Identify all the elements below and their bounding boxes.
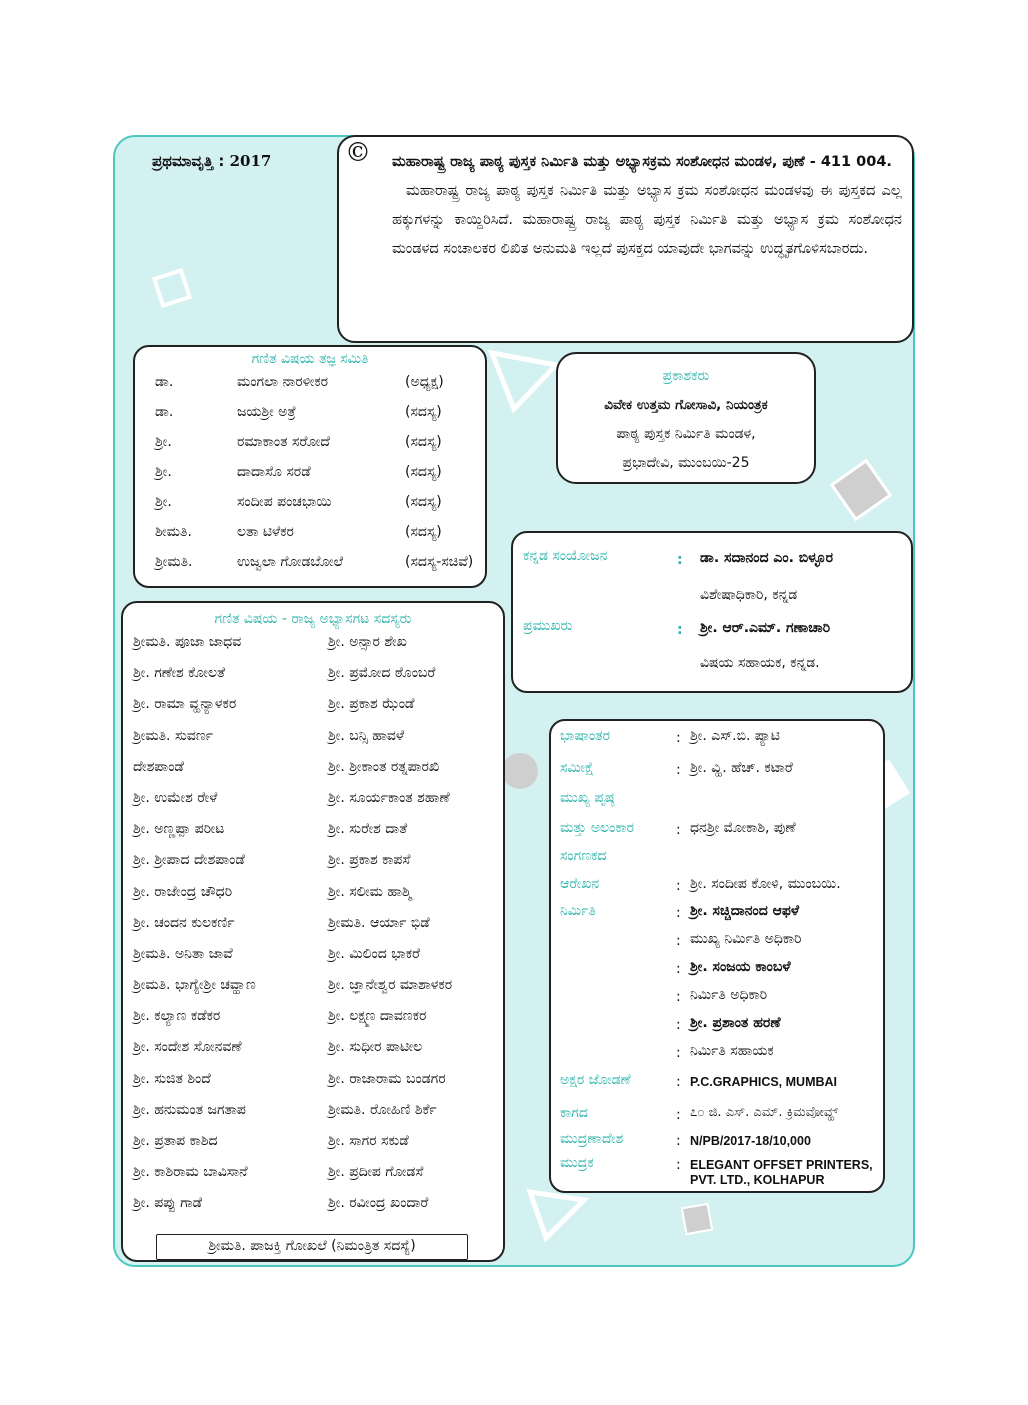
print-order-label: ಮುದ್ರಣಾದೇಶ <box>560 1131 624 1147</box>
kannada-coord-label: ಕನ್ನಡ ಸಂಯೋಜನ <box>523 548 608 564</box>
study-group-member: ಶ್ರೀಮತಿ. ಭಾಗ್ಯೇಶ್ರೀ ಚವ್ಹಾಣ <box>133 977 256 994</box>
production-3-name: ಶ್ರೀ. ಪ್ರಶಾಂತ ಹರಣೆ <box>690 1015 781 1031</box>
edition-sep: : <box>218 152 225 170</box>
study-group-member: ಶ್ರೀ. ಪ್ರಮೋದ ಠೊಂಬರೆ <box>328 665 436 682</box>
cover-design-value: ಧನಶ್ರೀ ಮೋಕಾಶಿ, ಪುಣೆ <box>690 820 796 836</box>
study-group-title: ಗಣಿತ ವಿಷಯ - ರಾಜ್ಯ ಅಭ್ಯಾಸಗಟ ಸದಸ್ಯರು <box>214 611 412 627</box>
production-2-name: ಶ್ರೀ. ಸಂಜಯ ಕಾಂಬಳೆ <box>690 959 791 975</box>
study-group-member: ಶ್ರೀಮತಿ. ಸುವರ್ಣ <box>133 727 214 744</box>
review-value: ಶ್ರೀ. ವ್ಹಿ. ಹೆಚ್. ಕಟಾರೆ <box>690 760 793 776</box>
translation-label: ಭಾಷಾಂತರ <box>560 728 610 744</box>
typeset-sep: : <box>676 1074 681 1090</box>
study-group-member: ಶ್ರೀ. ಶ್ರೀಪಾದ ದೇಶಪಾಂಡೆ <box>133 852 245 869</box>
study-group-member: ದೇಶಪಾಂಡೆ <box>133 758 184 775</box>
cover-desig: ವಿಷಯ ಸಹಾಯಕ, ಕನ್ನಡ. <box>700 655 820 671</box>
study-group-member: ಶ್ರೀ. ಪ್ರತಾಪ ಕಾಶಿದ <box>133 1133 218 1149</box>
study-group-member: ಶ್ರೀ. ಹನುಮಂತ ಜಗತಾಪ <box>133 1101 246 1118</box>
study-group-member: ಶ್ರೀ. ಸುರೇಶ ದಾತೆ <box>328 821 408 838</box>
study-group-member: ಶ್ರೀ. ಶ್ರೀಕಾಂತ ರತ್ನಪಾರಖಿ <box>328 758 440 775</box>
study-group-member: ಶ್ರೀ. ಗಣೇಶ ಕೋಲತೆ <box>133 665 226 682</box>
committee-name: ಮಂಗಲಾ ನಾರಳೀಕರ <box>237 374 329 390</box>
invited-member-box <box>156 1234 468 1260</box>
study-group-member: ಶ್ರೀ. ಪ್ರದೀಪ ಗೋಡಸೆ <box>328 1164 424 1181</box>
copyright-icon: © <box>345 138 371 168</box>
committee-prefix: ಶ್ರೀ. <box>155 434 172 450</box>
study-group-member: ಶ್ರೀಮತಿ. ಅನಿತಾ ಜಾವೆ <box>133 945 233 962</box>
review-sep: : <box>676 762 681 778</box>
committee-row <box>155 547 485 577</box>
committee-prefix: ಶ್ರೀ. <box>155 464 172 480</box>
expert-committee-title: ಗಣಿತ ವಿಷಯ ತಜ್ಞ ಸಮಿತಿ <box>251 351 369 367</box>
production-sep-4: : <box>676 989 681 1005</box>
committee-role: (ಸದಸ್ಯ) <box>405 524 442 540</box>
committee-prefix: ಶ್ರೀ. <box>155 494 172 510</box>
kannada-coord-name: ಡಾ. ಸದಾನಂದ ಎಂ. ಬಿಳ್ಳೂರ <box>700 550 833 566</box>
committee-role: (ಸದಸ್ಯ) <box>405 434 442 450</box>
print-order-sep: : <box>676 1133 681 1149</box>
edition-label: ಪ್ರಥಮಾವೃತ್ತಿ <box>152 152 214 170</box>
committee-role: (ಸದಸ್ಯ) <box>405 464 442 480</box>
edition-line <box>152 152 271 170</box>
committee-row <box>155 487 485 517</box>
study-group-member: ಶ್ರೀ. ಪಪ್ಪು ಗಾಡೆ <box>133 1195 203 1212</box>
study-group-member: ಶ್ರೀಮತಿ. ಪೂಜಾ ಜಾಧವ <box>133 634 242 650</box>
translation-value: ಶ್ರೀ. ಎಸ್.ಬಿ. ಪ್ಯಾಟಿ <box>690 728 780 744</box>
study-group-member: ಶ್ರೀ. ಸೂರ್ಯಕಾಂತ ಶಹಾಣೆ <box>328 789 450 806</box>
printer-value-1: ELEGANT OFFSET PRINTERS, <box>690 1158 873 1172</box>
cover-name: ಶ್ರೀ. ಆರ್.ಎಮ್. ಗಣಾಚಾರಿ <box>700 620 831 636</box>
study-group-member: ಶ್ರೀ. ಸಲೀಮ ಹಾಶ್ಮಿ <box>328 883 412 900</box>
study-group-member: ಶ್ರೀಮತಿ. ಆರ್ಯಾ ಭಿಡೆ <box>328 914 430 931</box>
committee-role: (ಸದಸ್ಯ) <box>405 404 442 420</box>
cover-sep: : <box>677 622 683 638</box>
review-label: ಸಮೀಕ್ಷೆ <box>560 760 594 776</box>
cover-design-label-2: ಮತ್ತು ಅಲಂಕಾರ <box>560 820 634 836</box>
study-group-right-column <box>328 627 452 1220</box>
committee-role: (ಅಧ್ಯಕ್ಷ) <box>405 374 444 390</box>
translation-sep: : <box>676 730 681 746</box>
study-group-member: ಶ್ರೀ. ರಾಜೇಂದ್ರ ಚೌಧರಿ <box>133 883 233 900</box>
printer-sep: : <box>676 1157 681 1173</box>
committee-row <box>155 367 485 397</box>
triangle-outline-decoration-2 <box>522 1184 592 1246</box>
production-1-name: ಶ್ರೀ. ಸಚ್ಚಿದಾನಂದ ಆಫಳೆ <box>690 903 800 919</box>
production-sep-6: : <box>676 1045 681 1061</box>
square-outline-decoration <box>148 264 196 312</box>
paper-value: ೭೦ ಜಿ. ಎಸ್. ಎಮ್. ಕ್ರಿಮವೋವ್ಹ್ <box>690 1105 839 1120</box>
study-group-member: ಶ್ರೀ. ರವೀಂದ್ರ ಖಂದಾರೆ <box>328 1195 429 1212</box>
edition-year: 2017 <box>229 152 272 170</box>
production-label: ನಿರ್ಮಿತಿ <box>560 903 596 919</box>
printer-value-2: PVT. LTD., KOLHAPUR <box>690 1173 825 1187</box>
typeset-value: P.C.GRAPHICS, MUMBAI <box>690 1075 838 1089</box>
study-group-member: ಶ್ರೀ. ಪ್ರಕಾಶ ಕಾಪಸೆ <box>328 852 411 869</box>
study-group-member: ಶ್ರೀ. ಸುಜಿತ ಶಿಂದೆ <box>133 1070 211 1087</box>
expert-committee-table <box>155 367 485 577</box>
study-group-member: ಶ್ರೀ. ಮಿಲಿಂದ ಭಾಕರೆ <box>328 945 420 962</box>
committee-role: (ಸದಸ್ಯ) <box>405 494 442 510</box>
drawing-label: ಆರೇಖನ <box>560 876 600 892</box>
typeset-label: ಅಕ್ಷರ ಜೋಡಣೆ <box>560 1072 631 1088</box>
committee-row <box>155 517 485 547</box>
committee-prefix: ಶ್ರೀಮತಿ. <box>155 554 193 570</box>
square-gray-decoration <box>826 455 896 525</box>
study-group-member: ಶ್ರೀ. ಬನ್ಸಿ ಹಾವಳೆ <box>328 727 405 744</box>
study-group-member: ಶ್ರೀ. ಜ್ಞಾನೇಶ್ವರ ಮಾಶಾಳಕರ <box>328 977 453 994</box>
organizer-label: ಸಂಗಣಕದ <box>560 848 607 864</box>
study-group-member: ಶ್ರೀ. ಕಲ್ಯಾಣ ಕಡೆಕರ <box>133 1008 221 1025</box>
paper-sep: : <box>676 1107 681 1123</box>
study-group-member: ಶ್ರೀ. ಸಾಗರ ಸಕುಡೆ <box>328 1133 409 1149</box>
study-group-member: ಶ್ರೀ. ಸಂದೇಶ ಸೋನವಣೆ <box>133 1039 242 1056</box>
committee-name: ದಾದಾಸೊ ಸರಡೆ <box>237 464 311 480</box>
cover-design-sep: : <box>676 822 681 838</box>
study-group-box <box>121 601 505 1262</box>
square-gray-decoration-2 <box>674 1196 720 1242</box>
committee-name: ಉಜ್ವಲಾ ಗೋಡಬೋಲೆ <box>237 554 344 570</box>
committee-prefix: ಶೀಮತಿ. <box>155 524 192 540</box>
committee-name: ರಮಾಕಾಂತ ಸರೋದೆ <box>237 434 330 450</box>
kannada-coord-sep: : <box>677 552 683 568</box>
committee-name: ಲತಾ ಟಿಳೆಕರ <box>237 524 294 540</box>
publisher-org: ಪಾಠ್ಯ ಪುಸ್ತಕ ನಿರ್ಮಿತಿ ಮಂಡಳ, <box>616 426 756 442</box>
production-3-desig: ನಿರ್ಮಿತಿ ಸಹಾಯಕ <box>690 1043 774 1059</box>
expert-committee-box <box>133 345 487 588</box>
study-group-member: ಶ್ರೀಮತಿ. ರೋಹಿಣಿ ಶಿರ್ಕೆ <box>328 1101 437 1118</box>
committee-prefix: ಡಾ. <box>155 404 174 420</box>
production-sep-2: : <box>676 933 681 949</box>
kannada-coord-desig: ವಿಶೇಷಾಧಿಕಾರಿ, ಕನ್ನಡ <box>700 587 798 603</box>
cover-label: ಪ್ರಮುಖರು <box>523 618 573 634</box>
committee-row <box>155 427 485 457</box>
study-group-member: ಶ್ರೀ. ಅಣ್ಣಪ್ಪಾ ಪರೀಟ <box>133 821 225 838</box>
committee-name: ಸಂದೀಪ ಪಂಚಭಾಯಿ <box>237 494 332 510</box>
study-group-member: ಶ್ರೀ. ರಾಮಾ ವ್ಹನ್ಯಾಳಕರ <box>133 696 237 713</box>
invited-member: ಶ್ರೀಮತಿ. ಪಾಜಕ್ತಿ ಗೋಖಲೆ (ನಿಮಂತ್ರಿತ ಸದಸ್ಯೆ) <box>208 1238 416 1254</box>
paper-label: ಕಾಗದ <box>560 1105 588 1121</box>
cover-design-label-1: ಮುಖ್ಯ ಪೃಷ್ಠ <box>560 790 615 806</box>
committee-name: ಜಯಶ್ರೀ ಅತ್ರೆ <box>237 404 296 420</box>
production-2-desig: ನಿರ್ಮಿತಿ ಅಧಿಕಾರಿ <box>690 987 768 1003</box>
drawing-sep: : <box>676 878 681 894</box>
production-sep-3: : <box>676 961 681 977</box>
committee-row <box>155 457 485 487</box>
study-group-member: ಶ್ರೀ. ಉಮೇಶ ರೇಳೆ <box>133 789 218 806</box>
production-sep-1: : <box>676 905 681 921</box>
copyright-body: ಮಹಾರಾಷ್ಟ್ರ ರಾಜ್ಯ ಪಾಠ್ಯ ಪುಸ್ತಕ ನಿರ್ಮಿತಿ ಮತ್ತು ಅಭ್ಯಾಸ ಕ್ರಮ ಸಂಶೋಧನ ಮಂಡಳವು ಈ ಪುಸ್ತಕದ ಎಲ್ಲ ಹಕ್ಕುಗಳನ್ನು ಕಾಯ್ದಿರಿಸಿದೆ. ಮಹಾರಾಷ್ಟ್ರ ರಾಜ್ಯ ಪಾಠ್ಯ ಪುಸ್ತಕ ನಿರ್ಮಿತಿ ಮತ್ತು ಅಭ್ಯಾಸ ಕ್ರಮ ಸಂಶೋಧನ ಮಂಡಳದ ಸಂಚಾಲಕರ ಲಿಖಿತ ಅನುಮತಿ ಇಲ್ಲದೆ ಪುಸಕ್ತದ ಯಾವುದೇ ಭಾಗವನ್ನು ಉದ್ಧೃತಗೊಳಿಸಬಾರದು. <box>392 183 902 257</box>
publisher-title: ಪ್ರಕಾಶಕರು <box>662 368 710 384</box>
copyright-heading: ಮಹಾರಾಷ್ಟ್ರ ರಾಜ್ಯ ಪಾಠ್ಯ ಪುಸ್ತಕ ನಿರ್ಮಿತಿ ಮತ್ತು ಅಭ್ಯಾಸಕ್ರಮ ಸಂಶೋಧನ ಮಂಡಳ, ಪುಣೆ - 411 004. <box>392 154 892 170</box>
committee-role: (ಸದಸ್ಯ-ಸಚಿವೆ) <box>405 554 474 570</box>
study-group-member: ಶ್ರೀ. ಅನ್ಸಾರ ಶೇಖ <box>328 634 407 650</box>
study-group-member: ಶ್ರೀ. ಸುಧೀರ ಪಾಟೀಲ <box>328 1039 423 1056</box>
printer-label: ಮುದ್ರಕ <box>560 1155 594 1171</box>
print-order-value: N/PB/2017-18/10,000 <box>690 1134 811 1148</box>
copyright-text <box>392 148 902 264</box>
study-group-member: ಶ್ರೀ. ರಾಜಾರಾಮ ಬಂಡಗರ <box>328 1070 446 1087</box>
study-group-member: ಶ್ರೀ. ಪ್ರಕಾಶ ಝೆಂಡೆ <box>328 696 415 713</box>
publisher-box <box>556 352 816 484</box>
triangle-outline-decoration <box>484 345 564 415</box>
drawing-value: ಶ್ರೀ. ಸಂದೀಪ ಕೋಳಿ, ಮುಂಬಯಿ. <box>690 876 841 892</box>
study-group-member: ಶ್ರೀ. ಕಾಶಿರಾಮ ಬಾವಿಸಾನೆ <box>133 1164 248 1181</box>
publisher-address: ಪ್ರಭಾದೇವಿ, ಮುಂಬಯಿ-25 <box>622 455 750 471</box>
publisher-name: ವಿವೇಕ ಉತ್ತಮ ಗೋಸಾವಿ, ನಿಯಂತ್ರಕ <box>604 397 768 413</box>
study-group-member: ಶ್ರೀ. ಚಂದನ ಕುಲಕರ್ಣಿ <box>133 914 235 931</box>
production-sep-5: : <box>676 1017 681 1033</box>
production-1-desig: ಮುಖ್ಯ ನಿರ್ಮಿತಿ ಅಧಿಕಾರಿ <box>690 931 802 947</box>
study-group-member: ಶ್ರೀ. ಲಕ್ಷ್ಮಣ ದಾವಣಕರ <box>328 1008 427 1025</box>
committee-prefix: ಡಾ. <box>155 374 174 390</box>
study-group-left-column <box>133 627 328 1220</box>
committee-row <box>155 397 485 427</box>
